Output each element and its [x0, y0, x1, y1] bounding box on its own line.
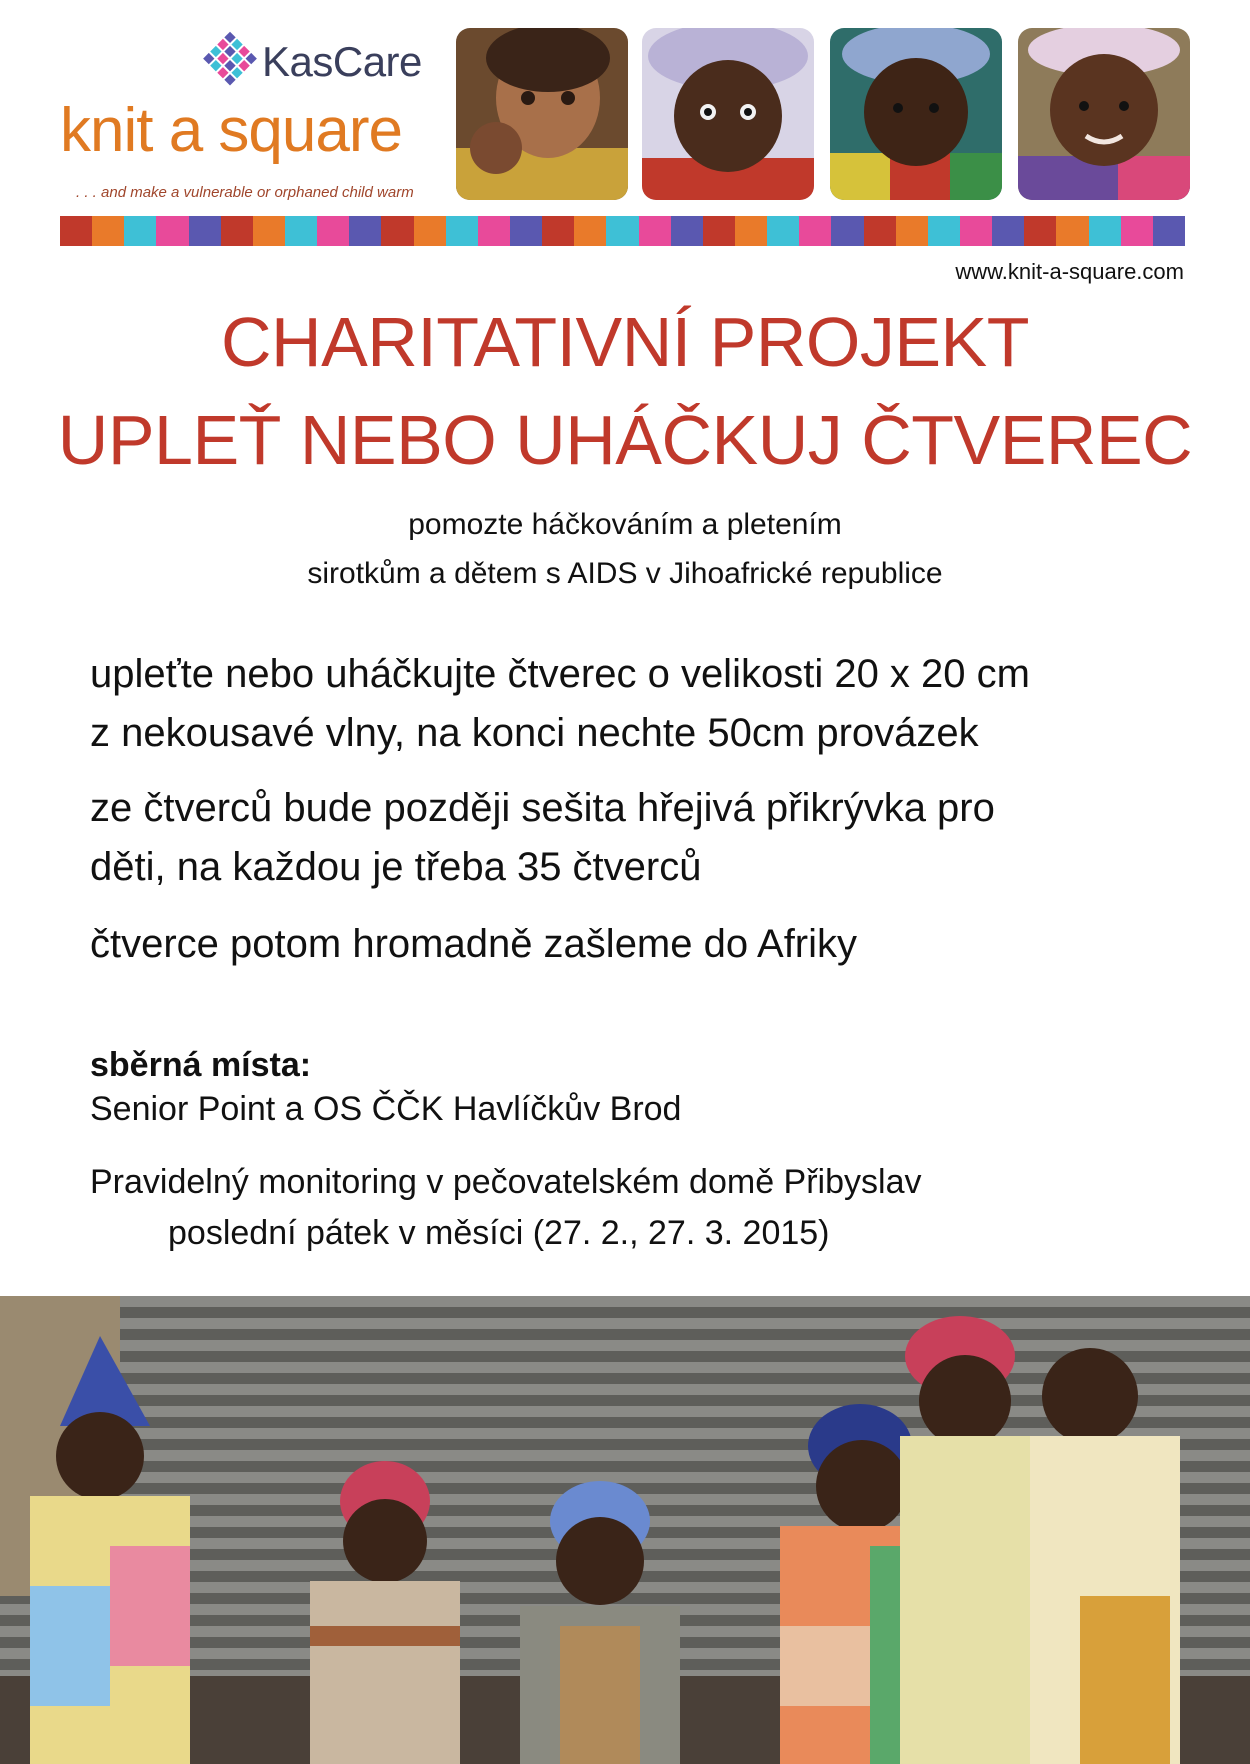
knit-a-square-title: knit a square — [60, 96, 402, 165]
instruction-line-5: čtverce potom hromadně zašleme do Afriky — [90, 922, 858, 966]
child-photo-1 — [456, 28, 628, 200]
subheading-line-1: pomozte háčkováním a pletením — [408, 508, 842, 541]
collection-point-1: Senior Point a OS ČČK Havlíčkův Brod — [90, 1090, 682, 1128]
instruction-line-2: z nekousavé vlny, na konci nechte 50cm provázek — [90, 711, 979, 755]
logo-tagline: . . . and make a vulnerable or orphaned child warm — [76, 184, 414, 201]
children-blankets-photo — [0, 1296, 1250, 1764]
color-stripe — [60, 216, 1185, 246]
child-photo-3 — [830, 28, 1002, 200]
subheading-line-2: sirotkům a dětem s AIDS v Jihoafrické republice — [307, 557, 943, 590]
heading-line-2: UPLEŤ NEBO UHÁČKUJ ČTVEREC — [57, 401, 1193, 479]
child-photo-2 — [642, 28, 814, 200]
collection-schedule: poslední pátek v měsíci (27. 2., 27. 3. 2015) — [168, 1214, 830, 1252]
collection-point-2: Pravidelný monitoring v pečovatelském domě Přibyslav — [90, 1163, 922, 1201]
instruction-line-4: děti, na každou je třeba 35 čtverců — [90, 845, 702, 889]
website-link[interactable]: www.knit-a-square.com — [955, 259, 1184, 284]
kascare-brand: KasCare — [262, 38, 422, 85]
child-photo-4 — [1018, 28, 1190, 200]
heading-line-1: CHARITATIVNÍ PROJEKT — [220, 303, 1030, 381]
collection-heading: sběrná místa: — [90, 1046, 312, 1084]
instruction-line-1: upleťte nebo uháčkujte čtverec o velikosti 20 x 20 cm — [90, 652, 1030, 696]
instruction-line-3: ze čtverců bude později sešita hřejivá přikrývka pro — [90, 786, 995, 830]
diamond-grid-icon — [200, 30, 260, 90]
